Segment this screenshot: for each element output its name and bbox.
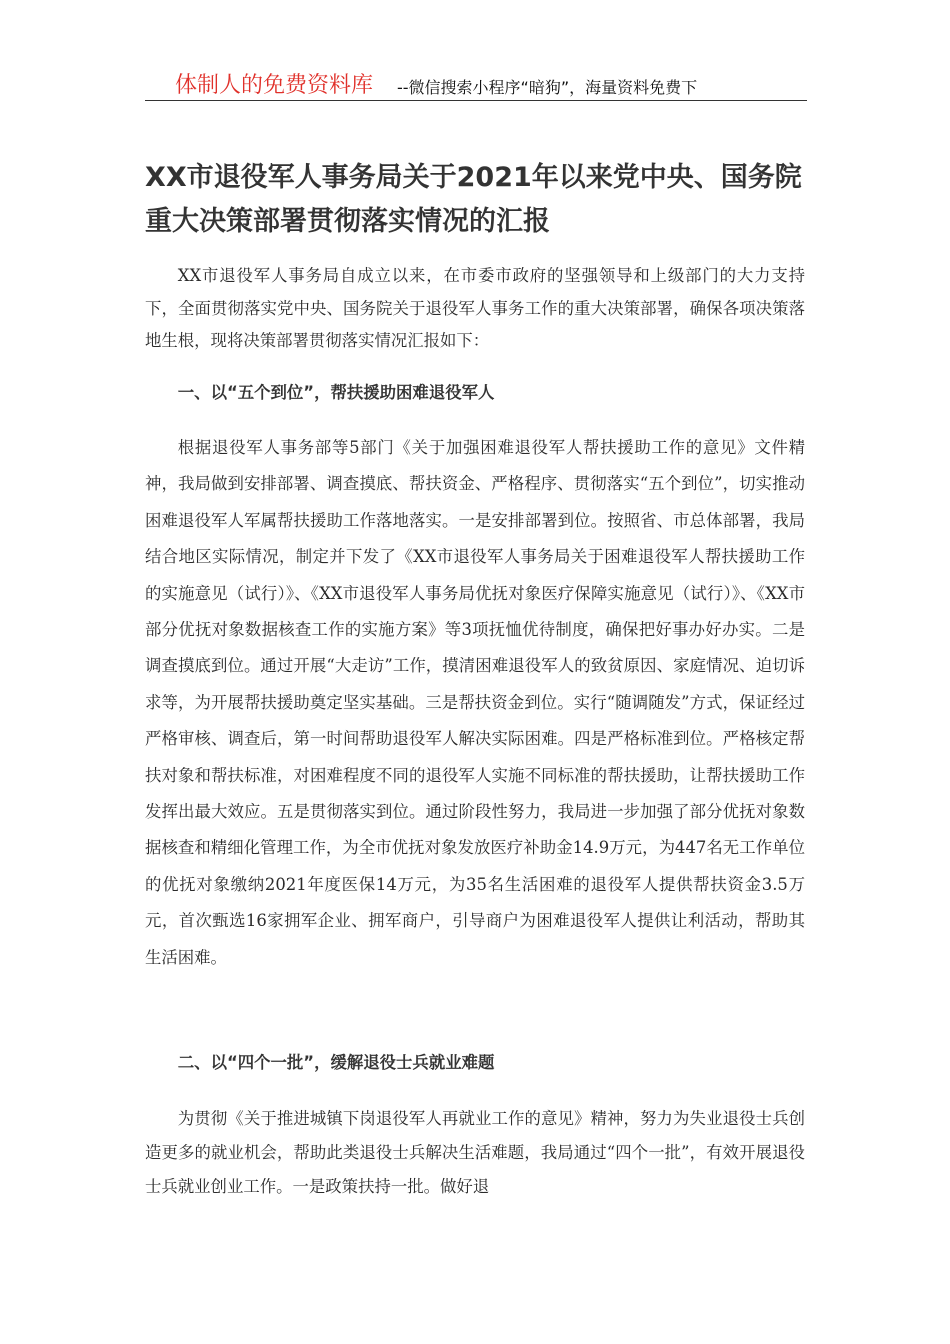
document-title: XX市退役军人事务局关于2021年以来党中央、国务院重大决策部署贯彻落实情况的汇报	[145, 162, 802, 237]
intro-paragraph: XX市退役军人事务局自成立以来，在市委市政府的坚强领导和上级部门的大力支持下，全面贯彻落实党中央、国务院关于退役军人事务工作的重大决策部署，确保各项决策落地生根，现将决策部署贯彻落实情况汇报如下：	[145, 266, 805, 350]
section-body-one: 根据退役军人事务部等5部门《关于加强困难退役军人帮扶援助工作的意见》文件精神，我局做到安排部署、调查摸底、帮扶资金、严格程序、贯彻落实“五个到位”，切实推动困难退役军人军属帮扶援助工作落地落实。一是安排部署到位。按照省、市总体部署，我局结合地区实际情况，制定并下发了《XX市退役军人事务局关于困难退役军人帮扶援助工作的实施意见（试行）》、《XX市退役军人事务局优抚对象医疗保障实施意见（试行）》、《XX市部分优抚对象数据核查工作的实施方案》等3项抚恤优待制度，确保把好事办好办实。二是调查摸底到位。通过开展“大走访”工作，摸清困难退役军人的致贫原因、家庭情况、迫切诉求等，为开展帮扶援助奠定坚实基础。三是帮扶资金到位。实行“随调随发”方式，保证经过严格审核、调查后，第一时间帮助退役军人解决实际困难。四是严格标准到位。严格核定帮扶对象和帮扶标准，对困难程度不同的退役军人实施不同标准的帮扶援助，让帮扶援助工作发挥出最大效应。五是贯彻落实到位。通过阶段性努力，我局进一步加强了部分优抚对象数据核查和精细化管理工作，为全市优抚对象发放医疗补助金14.9万元，为447名无工作单位的优抚对象缴纳2021年度医保14万元，为35名生活困难的退役军人提供帮扶资金3.5万元，首次甄选16家拥军企业、拥军商户，引导商户为困难退役军人提供让利活动，帮助其生活困难。	[145, 438, 805, 967]
page-header	[145, 66, 807, 101]
section-heading-two: 二、以“四个一批”，缓解退役士兵就业难题	[177, 1053, 495, 1072]
section-heading-one: 一、以“五个到位”，帮扶援助困难退役军人	[177, 383, 495, 402]
header-tagline: --微信搜索小程序“暗狗”，海量资料免费下	[397, 78, 698, 97]
header-brand: 体制人的免费资料库	[175, 73, 374, 98]
section-body-two: 为贯彻《关于推进城镇下岗退役军人再就业工作的意见》精神，努力为失业退役士兵创造更多的就业机会，帮助此类退役士兵解决生活难题，我局通过“四个一批”，有效开展退役士兵就业创业工作。一是政策扶持一批。做好退	[145, 1109, 805, 1196]
